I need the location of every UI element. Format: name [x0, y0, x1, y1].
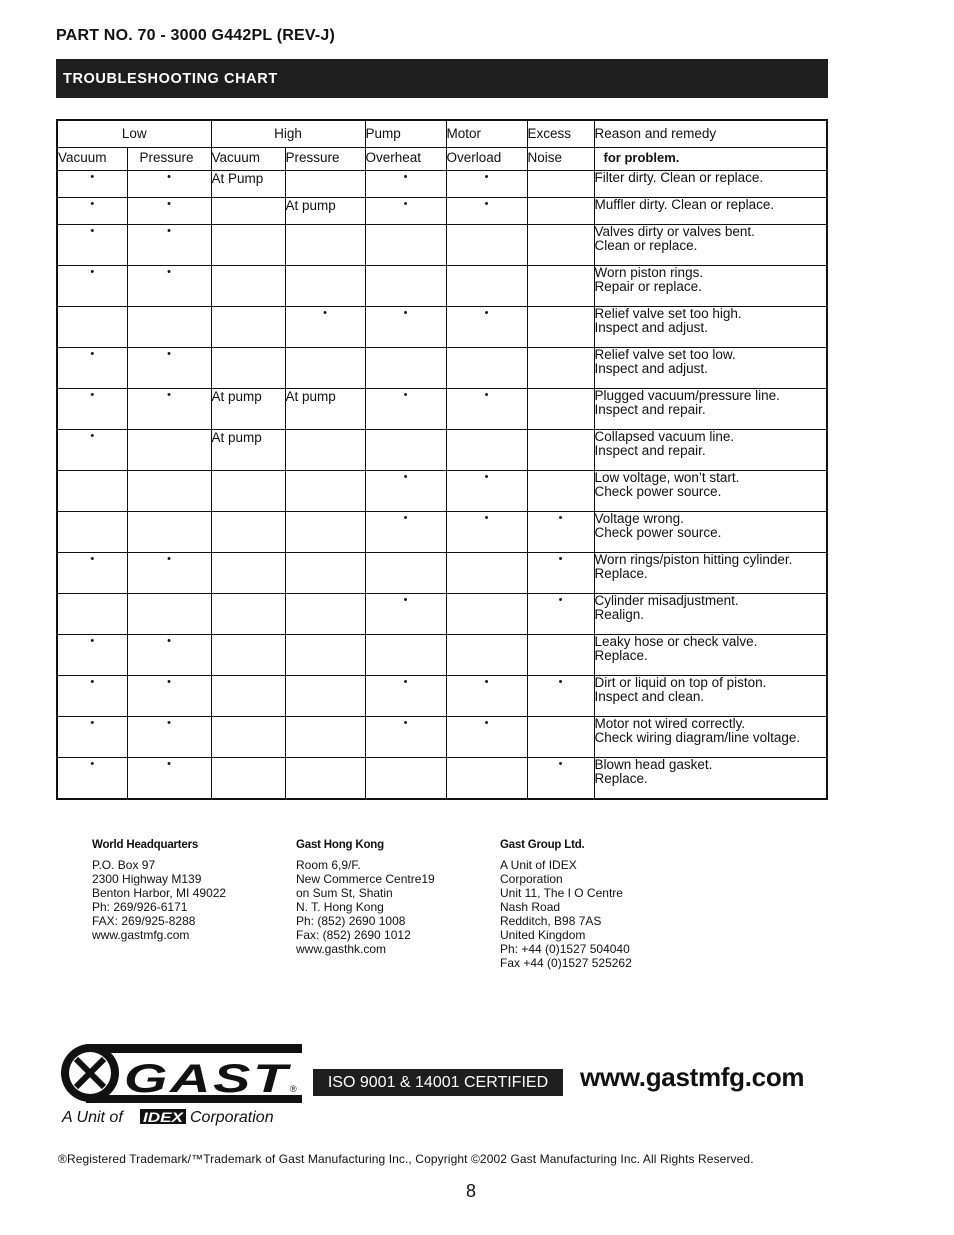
- reason-line: Leaky hose or check valve.: [594, 634, 758, 649]
- reason-line: Muffler dirty. Clean or replace.: [594, 197, 775, 212]
- address-line: Ph: 269/926-6171: [92, 900, 188, 914]
- cell-excess-noise: [527, 389, 594, 430]
- cell-excess-noise: •: [527, 512, 594, 553]
- cell-high-vacuum: [211, 676, 285, 717]
- cell-excess-noise: •: [527, 553, 594, 594]
- reason-line: Worn piston rings.: [594, 265, 704, 280]
- section-title-bar: TROUBLESHOOTING CHART: [56, 59, 828, 98]
- cell-high-vacuum: [211, 348, 285, 389]
- cell-reason-remedy: [594, 430, 827, 471]
- cell-excess-noise: •: [527, 594, 594, 635]
- remedy-line: Check power source.: [594, 525, 722, 540]
- cell-reason-remedy: [594, 676, 827, 717]
- table-row: [57, 198, 827, 225]
- remedy-line: Repair or replace.: [594, 279, 702, 294]
- address-title: World Headquarters: [92, 839, 199, 851]
- cell-low-pressure: [127, 512, 211, 553]
- address-line: A Unit of IDEX: [500, 858, 577, 872]
- header-pump: Pump: [365, 120, 446, 148]
- cell-high-pressure: •: [285, 307, 365, 348]
- cell-reason-remedy: [594, 512, 827, 553]
- cell-high-pressure: [285, 758, 365, 800]
- logo-tagline-suffix: Corporation: [190, 1109, 274, 1126]
- header-excess: Excess: [527, 120, 594, 148]
- cell-excess-noise: [527, 717, 594, 758]
- cell-reason-remedy: [594, 307, 827, 348]
- cell-motor-overload: [446, 225, 527, 266]
- reason-line: Relief valve set too low.: [594, 347, 736, 362]
- cell-reason-remedy: [594, 225, 827, 266]
- table-row: [57, 471, 827, 512]
- remedy-line: Realign.: [594, 607, 645, 622]
- cell-pump-overheat: •: [365, 676, 446, 717]
- remedy-line: Replace.: [594, 566, 648, 581]
- logo-registered-mark: ®: [290, 1084, 297, 1094]
- cell-high-vacuum: [211, 512, 285, 553]
- cell-reason-remedy: [594, 389, 827, 430]
- table-body: [57, 171, 827, 800]
- table-row: [57, 389, 827, 430]
- reason-line: Blown head gasket.: [594, 757, 713, 772]
- cell-high-vacuum: At pump: [211, 430, 285, 471]
- cell-pump-overheat: •: [365, 471, 446, 512]
- address-line: Fax +44 (0)1527 525262: [500, 956, 632, 970]
- cell-pump-overheat: [365, 266, 446, 307]
- address-line: P.O. Box 97: [92, 858, 156, 872]
- table-sub-header: [57, 148, 827, 171]
- address-line: N. T. Hong Kong: [296, 900, 384, 914]
- cell-low-vacuum: [57, 471, 127, 512]
- cell-low-vacuum: •: [57, 758, 127, 800]
- cell-low-pressure: •: [127, 266, 211, 307]
- remedy-line: Inspect and repair.: [594, 402, 706, 417]
- cell-excess-noise: •: [527, 676, 594, 717]
- cell-pump-overheat: [365, 430, 446, 471]
- header-reason: Reason and remedy: [594, 120, 827, 148]
- address-world-headquarters: [92, 838, 226, 942]
- table-row: [57, 266, 827, 307]
- cell-low-vacuum: [57, 512, 127, 553]
- subheader-noise: Noise: [527, 148, 594, 171]
- cell-high-vacuum: [211, 717, 285, 758]
- cell-reason-remedy: [594, 171, 827, 198]
- address-line: Benton Harbor, MI 49022: [92, 886, 227, 900]
- cell-motor-overload: [446, 348, 527, 389]
- cell-high-pressure: At pump: [285, 389, 365, 430]
- cell-low-vacuum: •: [57, 676, 127, 717]
- subheader-for-problem: for problem.: [594, 148, 827, 171]
- cell-low-vacuum: •: [57, 430, 127, 471]
- logo-tagline-brand: IDEX: [143, 1109, 186, 1125]
- cell-excess-noise: [527, 635, 594, 676]
- copyright-footer: ®Registered Trademark/™Trademark of Gast Manufacturing Inc., Copyright ©2002 Gast Manufacturing Inc. All Rights Reserved.: [58, 1152, 754, 1166]
- cell-excess-noise: [527, 307, 594, 348]
- cell-motor-overload: •: [446, 307, 527, 348]
- cell-low-vacuum: [57, 307, 127, 348]
- troubleshooting-table: [56, 119, 828, 800]
- cell-pump-overheat: •: [365, 198, 446, 225]
- cell-low-vacuum: •: [57, 198, 127, 225]
- part-number-heading: PART NO. 70 - 3000 G442PL (REV-J): [56, 27, 335, 44]
- cell-high-pressure: [285, 471, 365, 512]
- remedy-line: Replace.: [594, 771, 648, 786]
- reason-line: Dirt or liquid on top of piston.: [594, 675, 767, 690]
- cell-pump-overheat: [365, 758, 446, 800]
- cell-high-vacuum: At pump: [211, 389, 285, 430]
- address-gast-group: [500, 838, 632, 970]
- cell-high-pressure: [285, 635, 365, 676]
- cell-low-vacuum: •: [57, 171, 127, 198]
- address-line: www.gasthk.com: [296, 942, 387, 956]
- cell-motor-overload: •: [446, 717, 527, 758]
- address-line: 2300 Highway M139: [92, 872, 202, 886]
- reason-line: Valves dirty or valves bent.: [594, 224, 755, 239]
- address-line: Corporation: [500, 872, 563, 886]
- table-row: [57, 553, 827, 594]
- page-number: 8: [466, 1181, 477, 1201]
- table-row: [57, 676, 827, 717]
- cell-low-pressure: •: [127, 676, 211, 717]
- cell-low-pressure: •: [127, 198, 211, 225]
- cell-high-pressure: [285, 430, 365, 471]
- remedy-line: Clean or replace.: [594, 238, 698, 253]
- address-line: United Kingdom: [500, 928, 586, 942]
- remedy-line: Inspect and adjust.: [594, 361, 708, 376]
- cell-low-vacuum: •: [57, 348, 127, 389]
- cell-pump-overheat: •: [365, 594, 446, 635]
- table-group-header: [57, 120, 827, 148]
- cell-high-vacuum: [211, 471, 285, 512]
- cell-low-pressure: •: [127, 225, 211, 266]
- cell-high-vacuum: [211, 225, 285, 266]
- cell-reason-remedy: [594, 758, 827, 800]
- cell-low-vacuum: •: [57, 266, 127, 307]
- cell-high-pressure: At pump: [285, 198, 365, 225]
- cell-high-vacuum: [211, 307, 285, 348]
- cell-excess-noise: [527, 430, 594, 471]
- cell-excess-noise: [527, 171, 594, 198]
- cell-low-pressure: •: [127, 553, 211, 594]
- cell-low-vacuum: •: [57, 717, 127, 758]
- cell-motor-overload: •: [446, 471, 527, 512]
- cell-high-vacuum: [211, 266, 285, 307]
- cell-high-pressure: [285, 553, 365, 594]
- cell-low-pressure: [127, 307, 211, 348]
- cell-motor-overload: [446, 758, 527, 800]
- cell-pump-overheat: •: [365, 512, 446, 553]
- table-row: [57, 348, 827, 389]
- cell-high-vacuum: [211, 758, 285, 800]
- cell-pump-overheat: •: [365, 389, 446, 430]
- table-row: [57, 307, 827, 348]
- cell-excess-noise: [527, 198, 594, 225]
- cell-excess-noise: [527, 348, 594, 389]
- cell-reason-remedy: [594, 717, 827, 758]
- cell-motor-overload: [446, 553, 527, 594]
- reason-line: Low voltage, won’t start.: [594, 470, 740, 485]
- gast-logo: [58, 1040, 304, 1128]
- table-row: [57, 171, 827, 198]
- cell-high-pressure: [285, 266, 365, 307]
- cell-pump-overheat: [365, 225, 446, 266]
- address-line: www.gastmfg.com: [92, 928, 190, 942]
- cell-reason-remedy: [594, 198, 827, 225]
- cell-high-pressure: [285, 512, 365, 553]
- logo-tagline-prefix: A Unit of: [62, 1109, 123, 1126]
- cell-reason-remedy: [594, 594, 827, 635]
- cell-motor-overload: [446, 266, 527, 307]
- cell-motor-overload: •: [446, 512, 527, 553]
- remedy-line: Inspect and repair.: [594, 443, 706, 458]
- cell-low-vacuum: •: [57, 635, 127, 676]
- cell-motor-overload: [446, 430, 527, 471]
- cell-low-pressure: •: [127, 348, 211, 389]
- table-row: [57, 594, 827, 635]
- table-row: [57, 717, 827, 758]
- remedy-line: Replace.: [594, 648, 648, 663]
- cell-pump-overheat: [365, 348, 446, 389]
- reason-line: Relief valve set too high.: [594, 306, 742, 321]
- address-line: Room 6,9/F.: [296, 858, 361, 872]
- cell-high-vacuum: [211, 594, 285, 635]
- cell-motor-overload: •: [446, 389, 527, 430]
- cell-pump-overheat: •: [365, 171, 446, 198]
- cell-reason-remedy: [594, 266, 827, 307]
- subheader-low-pressure: Pressure: [127, 148, 211, 171]
- header-high: High: [211, 120, 365, 148]
- cell-excess-noise: [527, 266, 594, 307]
- address-line: Nash Road: [500, 900, 561, 914]
- table-row: [57, 635, 827, 676]
- cell-motor-overload: •: [446, 198, 527, 225]
- remedy-line: Inspect and clean.: [594, 689, 705, 704]
- header-low: Low: [57, 120, 211, 148]
- cell-excess-noise: [527, 471, 594, 512]
- cell-reason-remedy: [594, 553, 827, 594]
- table-row: [57, 758, 827, 800]
- cell-low-pressure: [127, 471, 211, 512]
- address-gast-hong-kong: [296, 838, 435, 956]
- reason-line: Cylinder misadjustment.: [594, 593, 739, 608]
- subheader-high-vacuum: Vacuum: [211, 148, 285, 171]
- address-line: FAX: 269/925-8288: [92, 914, 196, 928]
- address-line: Ph: +44 (0)1527 504040: [500, 942, 630, 956]
- cell-high-pressure: [285, 717, 365, 758]
- reason-line: Collapsed vacuum line.: [594, 429, 735, 444]
- cell-low-pressure: •: [127, 758, 211, 800]
- cell-motor-overload: •: [446, 171, 527, 198]
- cell-low-pressure: •: [127, 171, 211, 198]
- cell-low-pressure: •: [127, 717, 211, 758]
- cell-high-pressure: [285, 171, 365, 198]
- remedy-line: Check wiring diagram/line voltage.: [594, 730, 801, 745]
- address-line: Ph: (852) 2690 1008: [296, 914, 406, 928]
- cell-high-pressure: [285, 594, 365, 635]
- cell-pump-overheat: •: [365, 307, 446, 348]
- cell-high-vacuum: [211, 198, 285, 225]
- header-motor: Motor: [446, 120, 527, 148]
- cell-low-vacuum: •: [57, 389, 127, 430]
- address-line: New Commerce Centre19: [296, 872, 435, 886]
- remedy-line: Inspect and adjust.: [594, 320, 708, 335]
- certification-badge: ISO 9001 & 14001 CERTIFIED: [313, 1069, 563, 1096]
- cell-low-pressure: [127, 594, 211, 635]
- cell-high-pressure: [285, 676, 365, 717]
- reason-line: Voltage wrong.: [594, 511, 684, 526]
- cell-reason-remedy: [594, 635, 827, 676]
- website-link[interactable]: www.gastmfg.com: [580, 1062, 805, 1092]
- address-title: Gast Hong Kong: [296, 839, 384, 851]
- cell-reason-remedy: [594, 471, 827, 512]
- table-row: [57, 430, 827, 471]
- cell-pump-overheat: •: [365, 717, 446, 758]
- address-line: Unit 11, The I O Centre: [500, 886, 623, 900]
- cell-high-pressure: [285, 348, 365, 389]
- cell-high-vacuum: At Pump: [211, 171, 285, 198]
- reason-line: Motor not wired correctly.: [594, 716, 746, 731]
- reason-line: Worn rings/piston hitting cylinder.: [594, 552, 793, 567]
- address-line: Fax: (852) 2690 1012: [296, 928, 411, 942]
- reason-line: Plugged vacuum/pressure line.: [594, 388, 780, 403]
- cell-pump-overheat: [365, 635, 446, 676]
- cell-motor-overload: •: [446, 676, 527, 717]
- subheader-overheat: Overheat: [365, 148, 446, 171]
- cell-pump-overheat: [365, 553, 446, 594]
- cell-low-pressure: •: [127, 389, 211, 430]
- cell-motor-overload: [446, 635, 527, 676]
- cell-high-vacuum: [211, 553, 285, 594]
- address-line: Redditch, B98 7AS: [500, 914, 602, 928]
- subheader-high-pressure: Pressure: [285, 148, 365, 171]
- cell-low-vacuum: •: [57, 553, 127, 594]
- cell-high-pressure: [285, 225, 365, 266]
- cell-low-vacuum: •: [57, 225, 127, 266]
- logo-brand-text: GAST: [124, 1057, 293, 1101]
- cell-reason-remedy: [594, 348, 827, 389]
- cell-high-vacuum: [211, 635, 285, 676]
- cell-excess-noise: [527, 225, 594, 266]
- reason-line: Filter dirty. Clean or replace.: [594, 170, 764, 185]
- remedy-line: Check power source.: [594, 484, 722, 499]
- cell-excess-noise: •: [527, 758, 594, 800]
- subheader-low-vacuum: Vacuum: [57, 148, 127, 171]
- table-row: [57, 225, 827, 266]
- address-line: on Sum St, Shatin: [296, 886, 393, 900]
- subheader-overload: Overload: [446, 148, 527, 171]
- cell-motor-overload: [446, 594, 527, 635]
- address-title: Gast Group Ltd.: [500, 839, 585, 851]
- cell-low-pressure: [127, 430, 211, 471]
- table-row: [57, 512, 827, 553]
- cell-low-vacuum: [57, 594, 127, 635]
- cell-low-pressure: •: [127, 635, 211, 676]
